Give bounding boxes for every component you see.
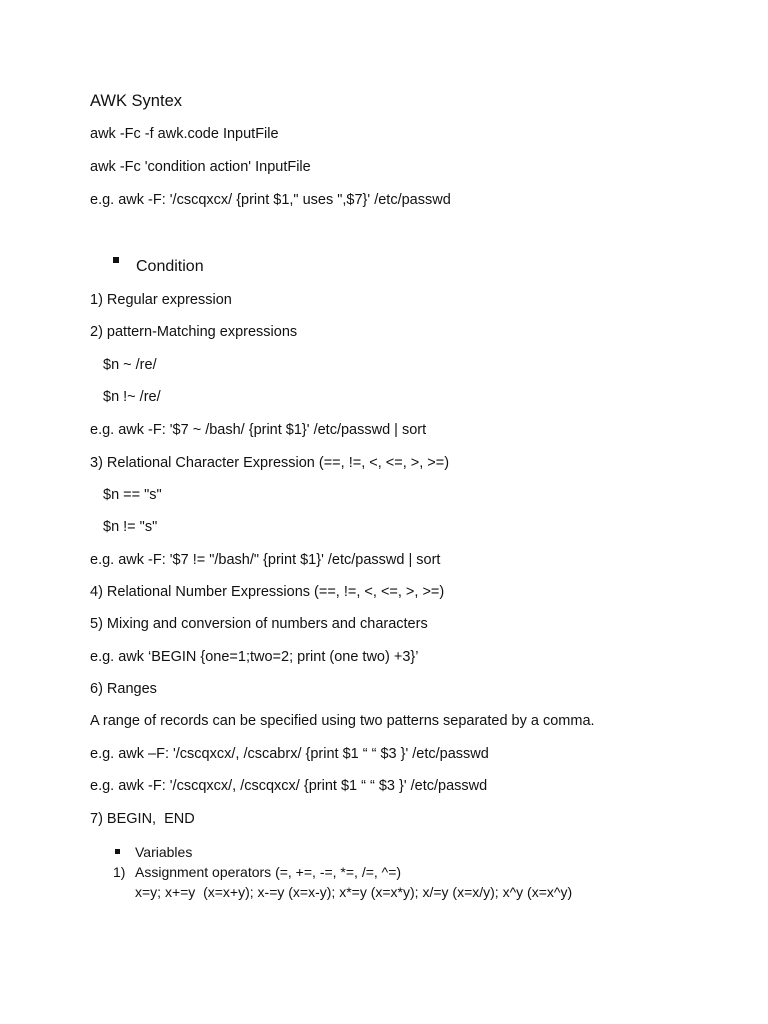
list-item: 1) Regular expression xyxy=(90,292,232,308)
list-number: 1) xyxy=(113,864,126,880)
code-line: $n !~ /re/ xyxy=(103,389,161,405)
example-line: e.g. awk -F: '/cscqxcx/, /cscqxcx/ {print $1 “ “ $3 }' /etc/passwd xyxy=(90,778,488,794)
bullet-square-icon xyxy=(115,849,120,854)
list-item: 4) Relational Number Expressions (==, !=, <, <=, >, >=) xyxy=(90,584,445,600)
list-item: 2) pattern-Matching expressions xyxy=(90,324,298,340)
example-line: e.g. awk -F: '$7 != "/bash/" {print $1}' /etc/passwd | sort xyxy=(90,552,441,568)
example-line: e.g. awk -F: '$7 ~ /bash/ {print $1}' /etc/passwd | sort xyxy=(90,422,427,438)
bullet-square-icon xyxy=(113,257,119,263)
paragraph: A range of records can be specified using two patterns separated by a comma. xyxy=(90,713,595,729)
list-item: 5) Mixing and conversion of numbers and characters xyxy=(90,616,428,632)
variables-heading: Variables xyxy=(135,844,193,860)
example-line: e.g. awk ‘BEGIN {one=1;two=2; print (one two) +3}’ xyxy=(90,649,419,665)
code-line: $n ~ /re/ xyxy=(103,357,157,373)
list-item: Assignment operators (=, +=, -=, *=, /=, ^=) xyxy=(135,864,402,880)
syntax-example: e.g. awk -F: '/cscqxcx/ {print $1," uses ",$7}' /etc/passwd xyxy=(90,192,451,208)
syntax-line: awk -Fc 'condition action' InputFile xyxy=(90,159,311,175)
code-line: $n == "s" xyxy=(103,487,162,503)
list-item: 3) Relational Character Expression (==, !=, <, <=, >, >=) xyxy=(90,455,450,471)
syntax-line: awk -Fc -f awk.code InputFile xyxy=(90,126,279,142)
list-item: 6) Ranges xyxy=(90,681,157,697)
code-line: $n != "s" xyxy=(103,519,158,535)
code-line: x=y; x+=y (x=x+y); x-=y (x=x-y); x*=y (x=x*y); x/=y (x=x/y); x^y (x=x^y) xyxy=(135,884,573,900)
section-heading-condition: Condition xyxy=(136,258,204,275)
page-title: AWK Syntex xyxy=(90,92,182,110)
example-line: e.g. awk –F: '/cscqxcx/, /cscabrx/ {print $1 “ “ $3 }' /etc/passwd xyxy=(90,746,489,762)
list-item: 7) BEGIN, END xyxy=(90,811,195,827)
